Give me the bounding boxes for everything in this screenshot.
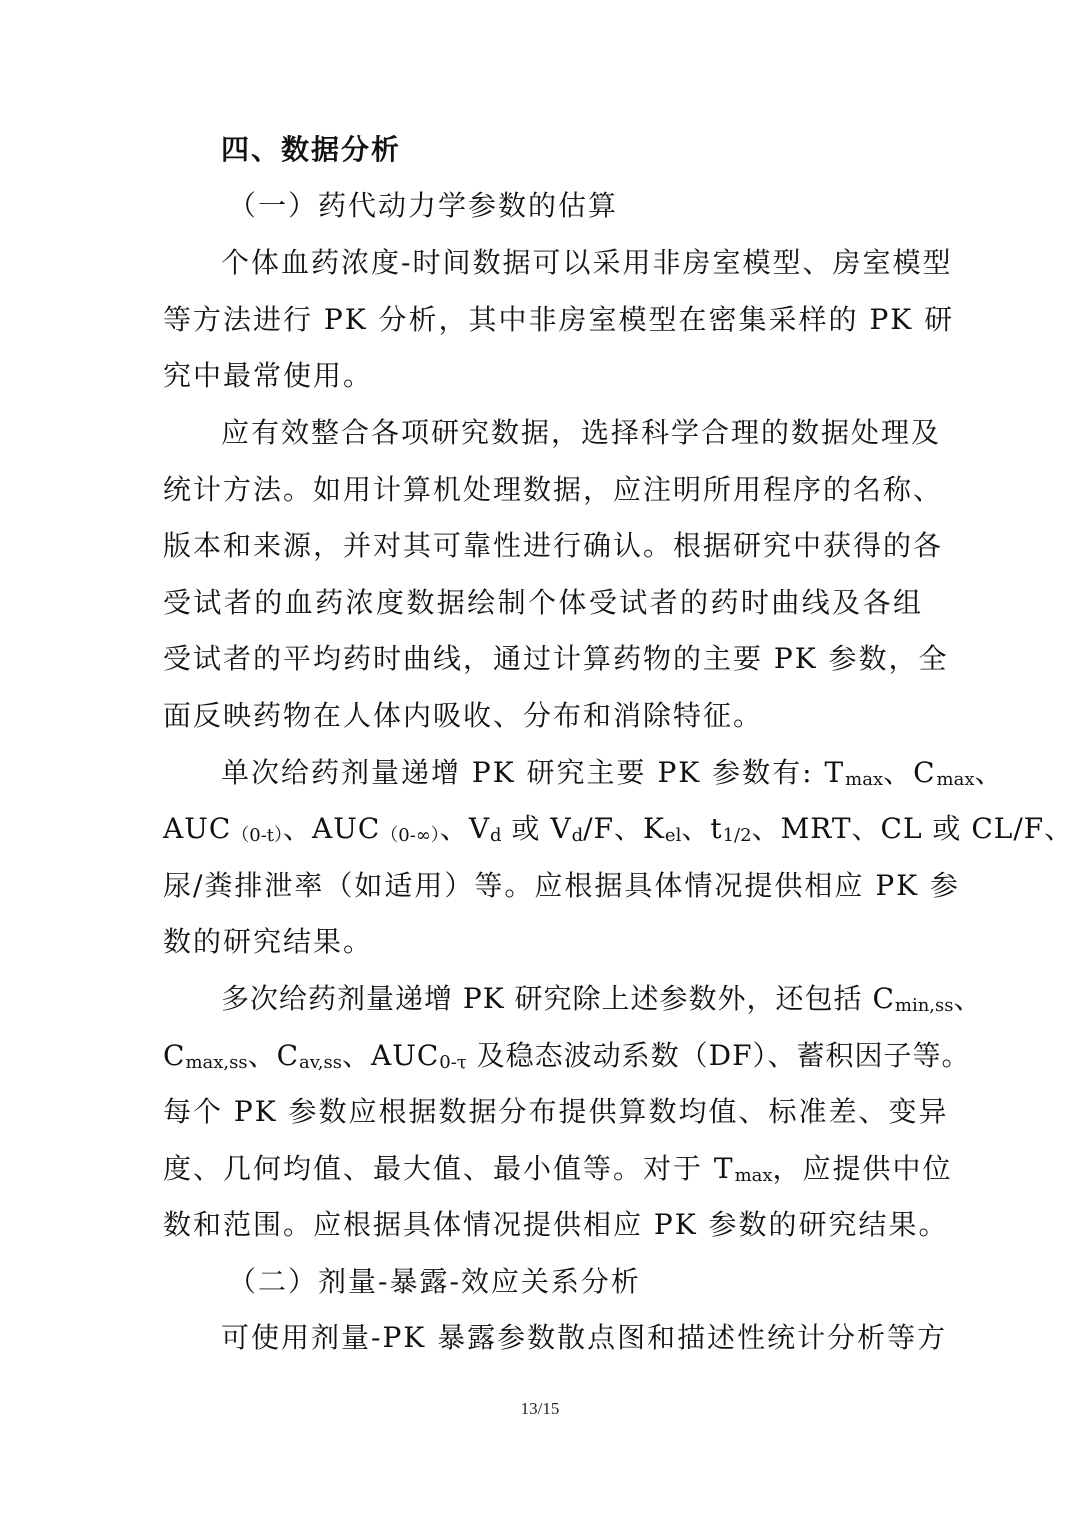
subsection-title-1: （一）药代动力学参数的估算 <box>228 189 619 222</box>
paragraph-4-line-4 <box>163 1149 953 1196</box>
text-run: 、AUC <box>342 1039 440 1072</box>
paragraph-1-line-2: 等方法进行 PK 分析，其中非房室模型在密集采样的 PK 研 <box>163 303 955 336</box>
subscript: 0-τ <box>439 1052 467 1073</box>
paragraph-4-line-5: 数和范围。应根据具体情况提供相应 PK 参数的研究结果。 <box>163 1208 949 1241</box>
paragraph-2-line-5: 受试者的平均药时曲线，通过计算药物的主要 PK 参数，全 <box>163 642 949 675</box>
text-run: AUC <box>163 812 232 845</box>
text-run: 或 V <box>501 812 572 845</box>
text-run: 、MRT、CL 或 CL/F、 <box>751 812 1074 845</box>
paragraph-1-line-3: 究中最常使用。 <box>163 359 374 392</box>
text-run: 、 <box>953 982 983 1015</box>
text-run: 、 <box>974 756 1005 789</box>
paragraph-4-line-2 <box>163 1036 971 1083</box>
text-run: 、C <box>247 1039 300 1072</box>
subscript: max <box>845 769 884 790</box>
text-run: 、t <box>681 812 723 845</box>
paragraph-3-line-4: 数的研究结果。 <box>163 925 374 958</box>
subscript: （0-∞） <box>380 825 440 846</box>
subscript: 1/2 <box>722 825 752 846</box>
paragraph-2-line-6: 面反映药物在人体内吸收、分布和消除特征。 <box>163 699 764 732</box>
subscript: av,ss <box>299 1052 342 1073</box>
text-run: 多次给药剂量递增 PK 研究除上述参数外，还包括 C <box>221 982 895 1015</box>
text-run: 、V <box>439 812 491 845</box>
paragraph-3-line-1 <box>221 753 1005 800</box>
text-run: 、C <box>883 756 937 789</box>
paragraph-4-line-3: 每个 PK 参数应根据数据分布提供算数均值、标准差、变异 <box>163 1095 949 1128</box>
paragraph-1-line-1: 个体血药浓度-时间数据可以采用非房室模型、房室模型 <box>221 246 953 279</box>
text-run: 度、几何均值、最大值、最小值等。对于 T <box>163 1152 735 1185</box>
text-run: C <box>163 1039 186 1072</box>
subscript: d <box>571 825 584 846</box>
subscript: max <box>734 1165 773 1186</box>
page-number: 13/15 <box>520 1399 560 1418</box>
paragraph-2-line-1: 应有效整合各项研究数据，选择科学合理的数据处理及 <box>221 416 942 449</box>
subscript: min,ss <box>894 995 954 1016</box>
text-run: /F、K <box>583 812 665 845</box>
paragraph-5-line-1: 可使用剂量-PK 暴露参数散点图和描述性统计分析等方 <box>221 1321 948 1354</box>
subscript: max,ss <box>185 1052 248 1073</box>
text-run: ，应提供中位 <box>772 1152 953 1185</box>
subscript: （0-t） <box>231 825 284 846</box>
subscript: el <box>664 825 682 846</box>
paragraph-2-line-2: 统计方法。如用计算机处理数据，应注明所用程序的名称、 <box>163 473 944 506</box>
section-heading: 四、数据分析 <box>221 133 402 166</box>
subsection-title-2: （二）剂量-暴露-效应关系分析 <box>228 1265 641 1298</box>
subscript: max <box>936 769 975 790</box>
text-run: 、AUC <box>283 812 381 845</box>
subscript: d <box>490 825 502 846</box>
text-run: 单次给药剂量递增 PK 研究主要 PK 参数有: T <box>221 756 846 789</box>
text-run: 及稳态波动系数（DF）、蓄积因子等。 <box>466 1039 971 1072</box>
paragraph-4-line-1 <box>221 979 983 1026</box>
paragraph-3-line-2 <box>163 809 1074 856</box>
paragraph-3-line-3: 尿/粪排泄率（如适用）等。应根据具体情况提供相应 PK 参 <box>163 869 960 902</box>
paragraph-2-line-3: 版本和来源，并对其可靠性进行确认。根据研究中获得的各 <box>163 529 944 562</box>
paragraph-2-line-4: 受试者的血药浓度数据绘制个体受试者的药时曲线及各组 <box>163 586 923 619</box>
